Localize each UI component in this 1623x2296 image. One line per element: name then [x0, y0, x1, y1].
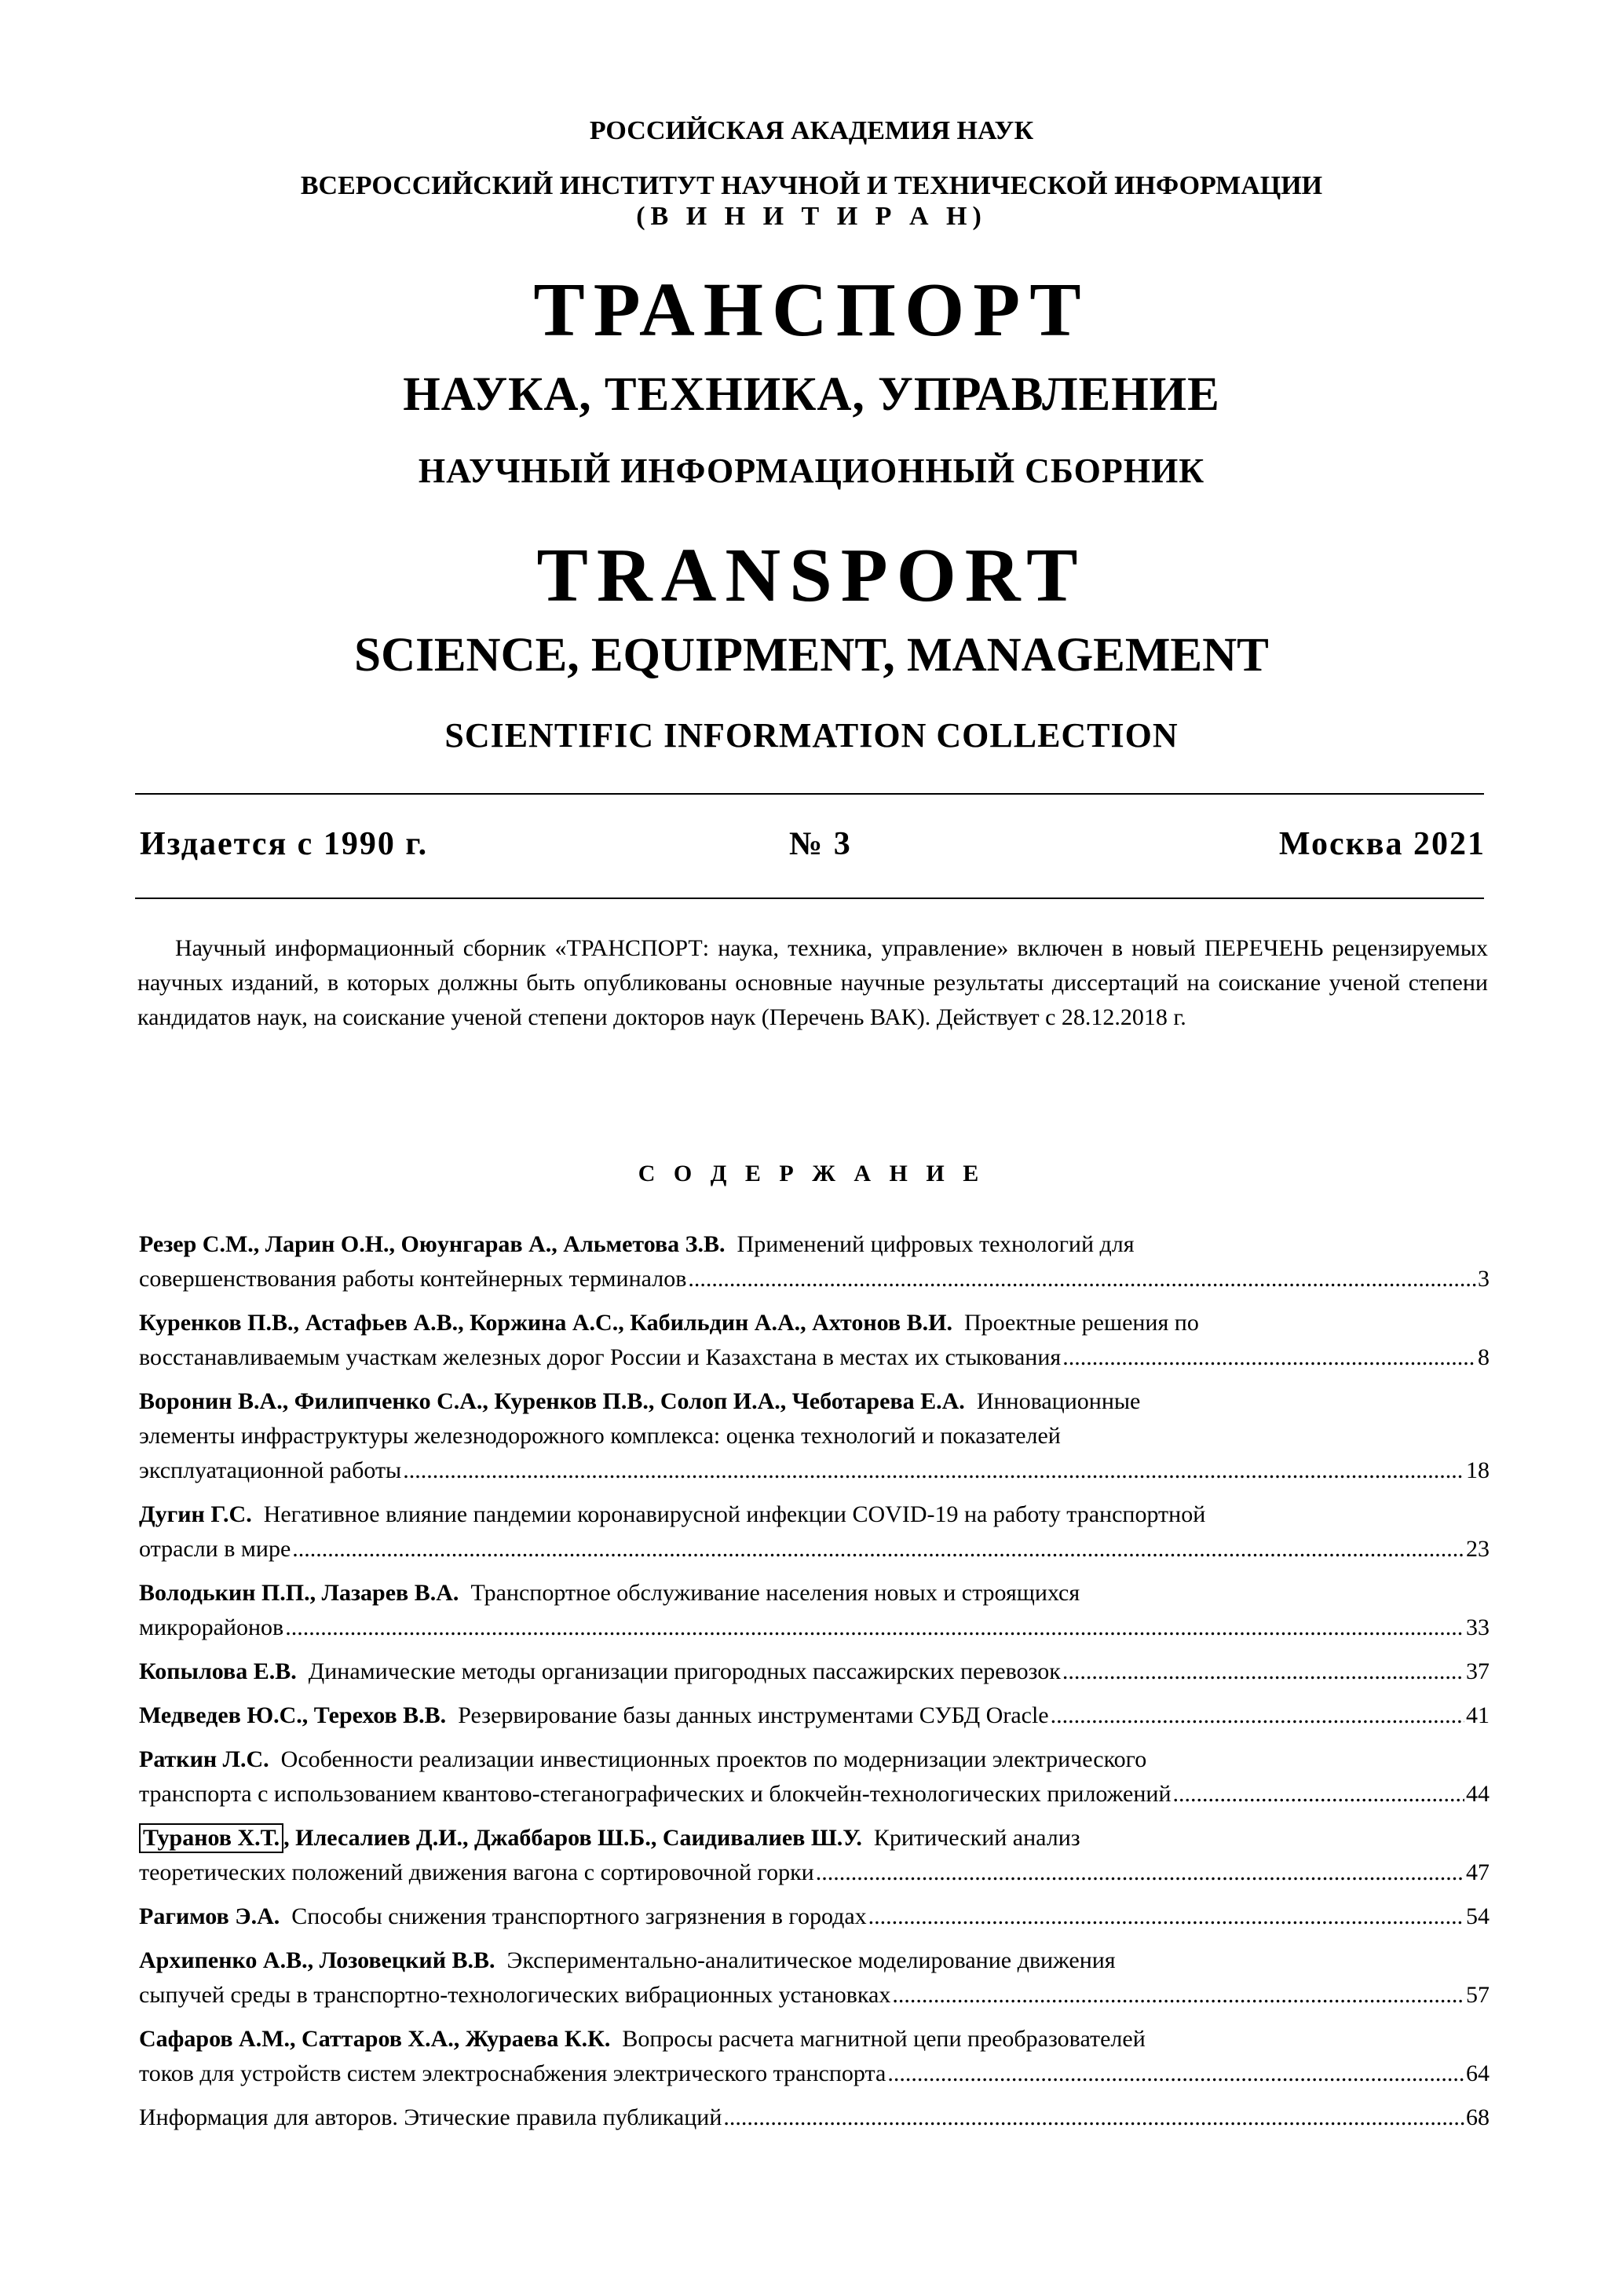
toc-title-cont: токов для устройств систем электроснабжения электрического транспорта — [139, 2060, 886, 2086]
org-line-academy: РОССИЙСКАЯ АКАДЕМИЯ НАУК — [589, 116, 1034, 145]
toc-entry[interactable] — [139, 1899, 1490, 1934]
collection-label-ru: НАУЧНЫЙ ИНФОРМАЦИОННЫЙ СБОРНИК — [418, 452, 1205, 490]
toc-title-cont: восстанавливаемым участкам железных дорог России и Казахстана в местах их стыкования — [139, 1344, 1062, 1370]
toc-title-cont: микрорайонов — [139, 1614, 284, 1640]
toc-title: Динамические методы организации пригородных пассажирских перевозок — [308, 1658, 1061, 1684]
toc-leader — [892, 1978, 1464, 2013]
toc-leader — [292, 1532, 1464, 1567]
toc-page-number: 3 — [1478, 1266, 1490, 1292]
toc-entry[interactable] — [139, 1306, 1490, 1375]
toc-title: Резервирование базы данных инструментами СУБД Oracle — [458, 1702, 1049, 1728]
toc-page-number: 18 — [1466, 1457, 1490, 1483]
highlighted-author-box: Туранов Х.Т. — [139, 1823, 283, 1853]
place-year: Москва 2021 — [1278, 826, 1486, 862]
toc-entry[interactable] — [139, 1698, 1490, 1733]
toc-entry[interactable] — [139, 1821, 1490, 1890]
toc-title: Негативное влияние пандемии коронавирусной инфекции COVID-19 на работу транспортной — [263, 1501, 1206, 1527]
divider-bottom — [135, 898, 1484, 899]
toc-title-cont: эксплуатационной работы — [139, 1457, 402, 1483]
toc-leader — [816, 1855, 1464, 1890]
toc-authors: Копылова Е.В. — [139, 1658, 297, 1684]
toc-title: Применений цифровых технологий для — [737, 1231, 1135, 1257]
toc-leader — [1051, 1698, 1464, 1733]
toc-page-number: 47 — [1466, 1859, 1490, 1885]
toc-title: Информация для авторов. Этические правила публикаций — [139, 2104, 722, 2130]
journal-subtitle-en: SCIENCE, EQUIPMENT, MANAGEMENT — [354, 629, 1269, 682]
toc-title: Способы снижения транспортного загрязнения в городах — [291, 1903, 867, 1929]
toc-page-number: 37 — [1466, 1658, 1490, 1684]
toc-authors: Куренков П.В., Астафьев А.В., Коржина А.С., Кабильдин А.А., Ахтонов В.И. — [139, 1310, 952, 1336]
toc-title: Вопросы расчета магнитной цепи преобразователей — [622, 2026, 1146, 2052]
toc-authors: Рагимов Э.А. — [139, 1903, 280, 1929]
toc-title-cont: совершенствования работы контейнерных терминалов — [139, 1266, 687, 1292]
toc-entry[interactable] — [139, 1742, 1490, 1812]
toc-title: Критический анализ — [873, 1825, 1080, 1851]
org-line-abbrev: (В И Н И Т И Р А Н) — [636, 202, 987, 231]
toc-authors: Володькин П.П., Лазарев В.А. — [139, 1580, 459, 1606]
toc-title: Инновационные — [976, 1388, 1141, 1414]
toc-title: Особенности реализации инвестиционных проектов по модернизации электрического — [280, 1746, 1147, 1772]
toc-page-number: 8 — [1478, 1344, 1490, 1370]
toc-page-number: 44 — [1466, 1781, 1490, 1807]
toc-authors: Резер С.М., Ларин О.Н., Оюунгарав А., Альметова З.В. — [139, 1231, 726, 1257]
toc-leader — [688, 1262, 1476, 1296]
toc-authors: , Илесалиев Д.И., Джаббаров Ш.Б., Саидивалиев Ш.У. — [283, 1825, 862, 1851]
toc-authors: Архипенко А.В., Лозовецкий В.В. — [139, 1947, 495, 1973]
toc-authors: Дугин Г.С. — [139, 1501, 252, 1527]
toc-title: Проектные решения по — [963, 1310, 1199, 1336]
toc-title: Транспортное обслуживание населения новых и строящихся — [470, 1580, 1080, 1606]
toc-entry[interactable] — [139, 1943, 1490, 2013]
toc-title: Экспериментально-аналитическое моделирование движения — [506, 1947, 1116, 1973]
toc-leader — [1062, 1340, 1476, 1375]
issue-number: № 3 — [789, 826, 852, 862]
toc-entry[interactable] — [139, 1497, 1490, 1567]
toc-leader — [403, 1453, 1464, 1488]
collection-label-en: SCIENTIFIC INFORMATION COLLECTION — [444, 716, 1179, 755]
org-line-institute: ВСЕРОССИЙСКИЙ ИНСТИТУТ НАУЧНОЙ И ТЕХНИЧЕСКОЙ ИНФОРМАЦИИ — [300, 171, 1323, 200]
toc-leader — [285, 1610, 1464, 1645]
journal-title-ru: ТРАНСПОРТ — [533, 268, 1090, 353]
journal-title-en: TRANSPORT — [536, 533, 1087, 618]
toc-title-cont: отрасли в мире — [139, 1536, 291, 1562]
toc-page-number: 41 — [1466, 1702, 1490, 1728]
toc-authors: Сафаров А.М., Саттаров Х.А., Жураева К.К. — [139, 2026, 611, 2052]
divider-top — [135, 793, 1484, 795]
toc-entry[interactable] — [139, 1384, 1490, 1488]
vak-notice: Научный информационный сборник «ТРАНСПОРТ: наука, техника, управление» включен в новый ПЕРЕЧЕНЬ рецензируемых научных изданий, в которых должны быть опубликованы основные научные результаты диссертаций на соискание ученой степени кандидатов наук, на соискание ученой степени докторов наук (Перечень ВАК). Действует с 28.12.2018 г. — [137, 935, 1488, 1030]
toc-page-number: 54 — [1466, 1903, 1490, 1929]
toc-heading: С О Д Е Р Ж А Н И Е — [638, 1161, 985, 1186]
toc-title-cont: элементы инфраструктуры железнодорожного комплекса: оценка технологий и показателей — [139, 1423, 1061, 1449]
toc-page-number: 23 — [1466, 1536, 1490, 1562]
toc-entry[interactable] — [139, 2100, 1490, 2135]
toc-page-number: 33 — [1466, 1614, 1490, 1640]
toc-title-cont: сыпучей среды в транспортно-технологических вибрационных установках — [139, 1982, 891, 2008]
toc-authors: Раткин Л.С. — [139, 1746, 269, 1772]
toc-leader — [723, 2100, 1464, 2135]
toc-leader — [1173, 1777, 1465, 1812]
toc-leader — [887, 2057, 1464, 2091]
toc-entry[interactable] — [139, 1227, 1490, 1296]
table-of-contents — [139, 1227, 1490, 2144]
toc-page-number: 64 — [1466, 2060, 1490, 2086]
toc-entry[interactable] — [139, 2022, 1490, 2091]
toc-title-cont: транспорта с использованием квантово-стеганографических и блокчейн-технологических приложений — [139, 1781, 1172, 1807]
published-since: Издается с 1990 г. — [140, 826, 429, 862]
journal-subtitle-ru: НАУКА, ТЕХНИКА, УПРАВЛЕНИЕ — [403, 368, 1220, 421]
toc-authors: Медведев Ю.С., Терехов В.В. — [139, 1702, 447, 1728]
toc-authors: Воронин В.А., Филипченко С.А., Куренков П.В., Солоп И.А., Чеботарева Е.А. — [139, 1388, 965, 1414]
toc-entry[interactable] — [139, 1576, 1490, 1645]
toc-leader — [1062, 1654, 1464, 1689]
toc-title-cont: теоретических положений движения вагона с сортировочной горки — [139, 1859, 814, 1885]
toc-page-number: 68 — [1466, 2104, 1490, 2130]
toc-leader — [868, 1899, 1464, 1934]
toc-entry[interactable] — [139, 1654, 1490, 1689]
toc-page-number: 57 — [1466, 1982, 1490, 2008]
